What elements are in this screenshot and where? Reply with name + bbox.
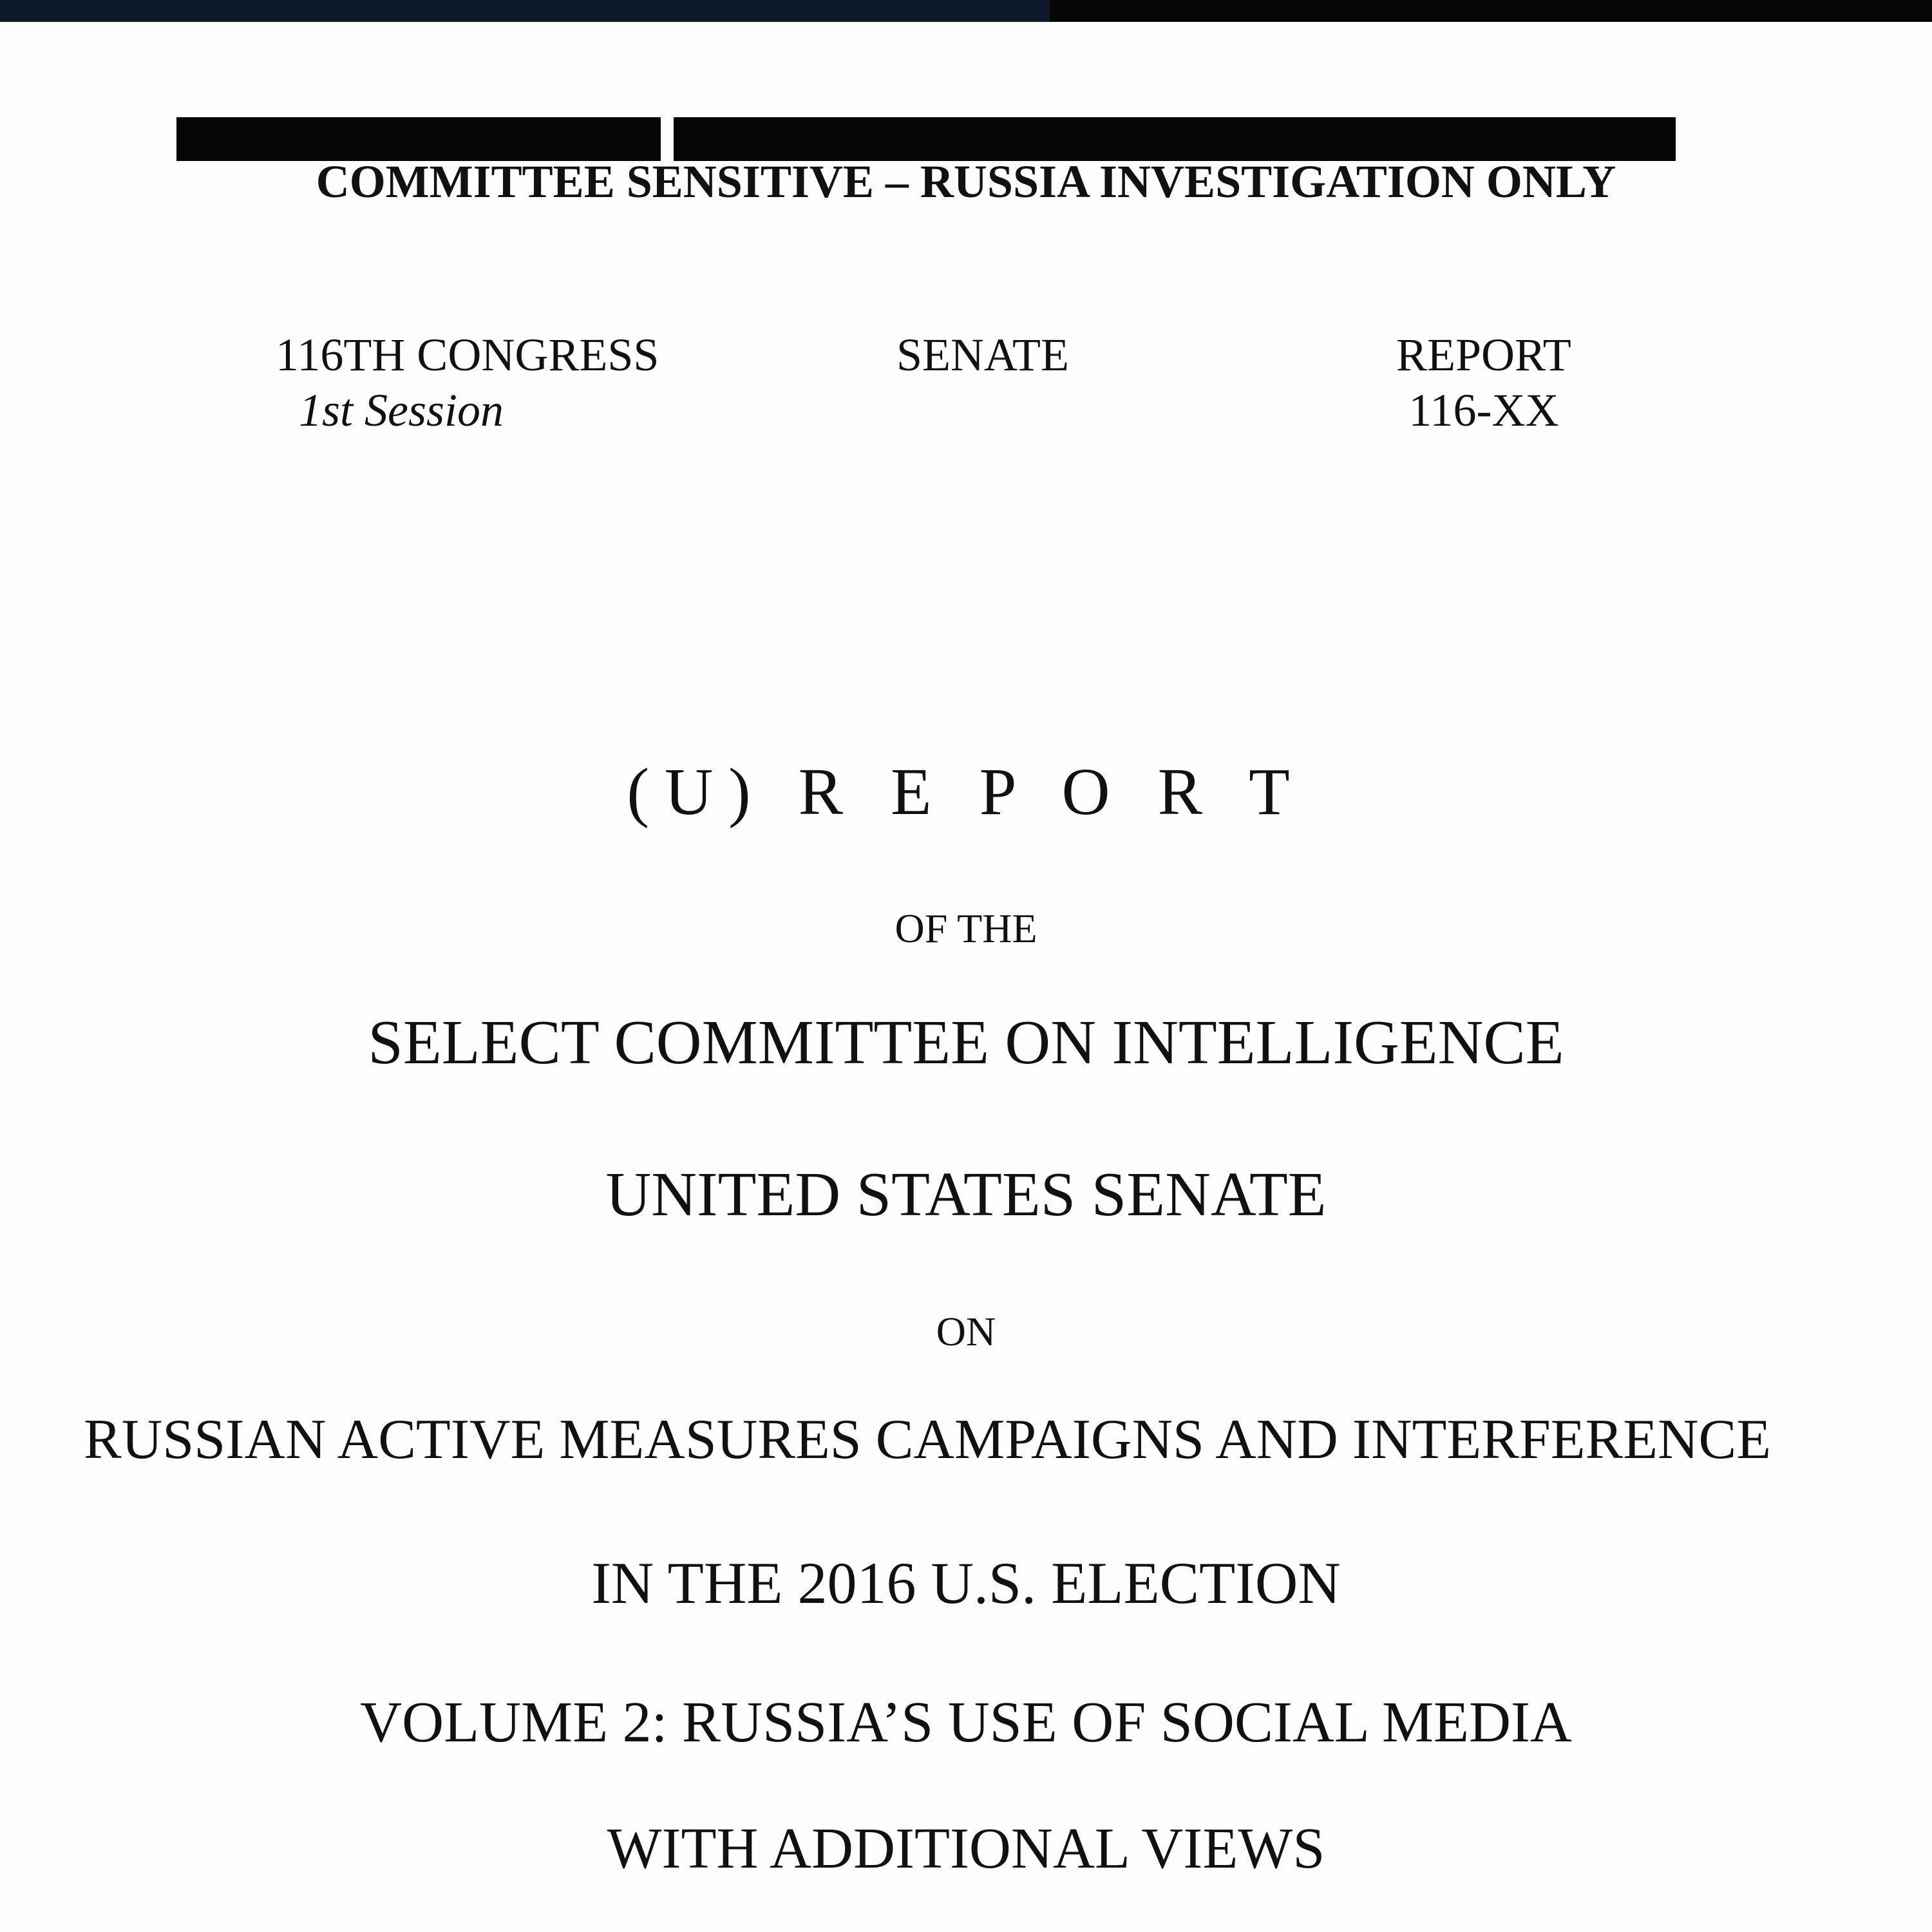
session-label: 1st Session: [299, 384, 504, 437]
on-line: ON: [936, 1309, 996, 1354]
redaction-bar-left: [176, 117, 661, 161]
subject-line-2: IN THE 2016 U.S. ELECTION: [591, 1550, 1341, 1616]
senate-name: UNITED STATES SENATE: [605, 1160, 1327, 1229]
congress-number: 116TH CONGRESS: [276, 329, 659, 381]
committee-name: SELECT COMMITTEE ON INTELLIGENCE: [368, 1008, 1564, 1077]
chamber-label: SENATE: [896, 329, 1069, 381]
redaction-bar-right: [674, 117, 1676, 161]
chamber-block: [896, 327, 1069, 383]
report-number: 116-XX: [1408, 384, 1559, 437]
report-number-block: [1396, 327, 1571, 439]
report-heading: (U) R E P O R T: [627, 755, 1305, 829]
of-the-line: OF THE: [895, 905, 1037, 951]
congress-block: [276, 327, 659, 439]
top-edge-bar-dark: [1050, 0, 1932, 22]
top-edge-bar: [0, 0, 1050, 22]
additional-views-line: WITH ADDITIONAL VIEWS: [607, 1817, 1325, 1880]
report-label: REPORT: [1396, 329, 1571, 381]
volume-title: VOLUME 2: RUSSIA’S USE OF SOCIAL MEDIA: [360, 1690, 1572, 1754]
subject-line-1: RUSSIAN ACTIVE MEASURES CAMPAIGNS AND INTERFERENCE: [84, 1408, 1771, 1471]
classification-banner: COMMITTEE SENSITIVE – RUSSIA INVESTIGATION ONLY: [316, 156, 1616, 207]
